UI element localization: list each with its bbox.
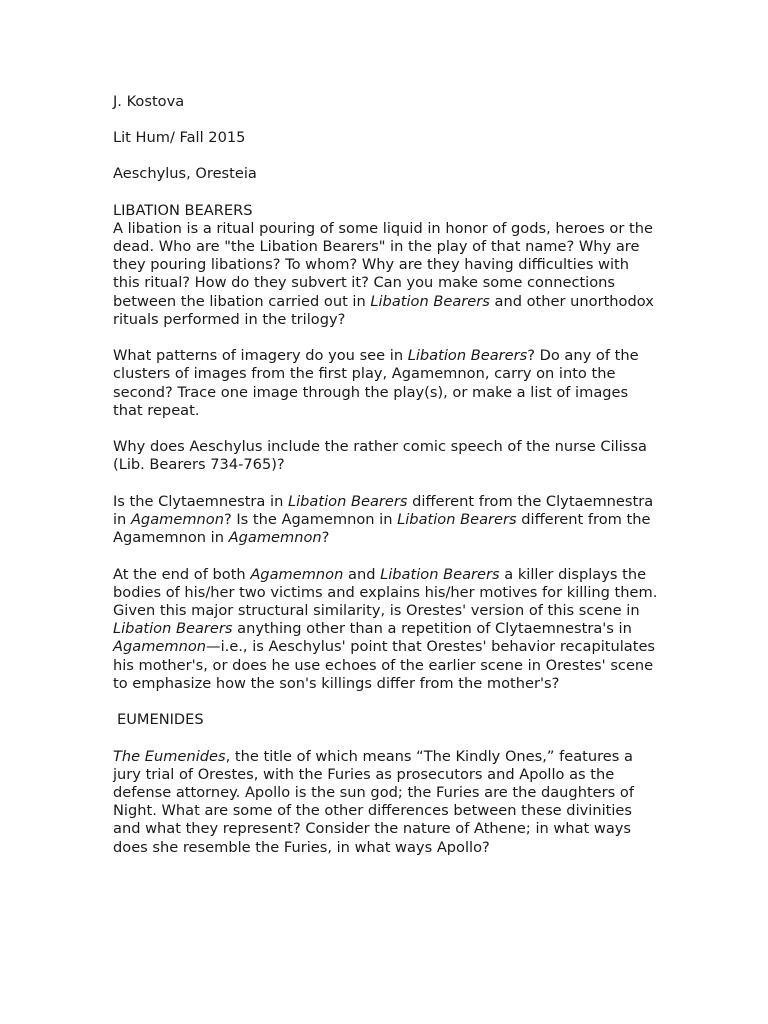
italic-title: Libation Bearers [380, 565, 500, 583]
paragraph-imagery [113, 347, 658, 420]
italic-title: Libation Bearers [397, 511, 517, 529]
text-run: different from the Clytaemnestra in [113, 492, 654, 529]
text-run: and other unorthodox rituals performed in the trilogy? [113, 292, 654, 328]
text-run: What patterns of imagery do you see in [113, 347, 408, 365]
section-heading-libation-bearers: LIBATION BEARERS [113, 201, 253, 219]
italic-title: Libation Bearers [407, 347, 528, 365]
work-title: Aeschylus, Oresteia [113, 165, 257, 183]
paragraph-clytaemnestra [113, 493, 658, 548]
italic-title: Agamemnon [228, 529, 322, 547]
text-run: ? [321, 529, 330, 547]
italic-title: Libation Bearers [287, 492, 408, 510]
italic-title: The Eumenides [113, 747, 226, 765]
text-run: ? Do any of the clusters of images from the first play, Agamemnon, carry on into the second? Trace one image through the play(s), or make a list of images that repeat. [113, 347, 639, 419]
italic-title: Agamemnon [130, 511, 224, 529]
section-heading-eumenides: EUMENIDES [117, 711, 204, 729]
text-run: a killer displays the bodies of his/her two victims and explains his/her motives for killing them. Given this major structural similarity, is Orestes' version of this scene in [113, 565, 658, 620]
text-run: different from the Agamemnon in [113, 511, 651, 547]
document-page [113, 93, 658, 857]
paragraph-killer-displays [113, 566, 658, 693]
text-run: —i.e., is Aeschylus' point that Orestes' behavior recapitulates his mother's, or does he use echoes of the earlier scene in Orestes' scene to emphasize how the son's killings differ from the mother's? [113, 638, 656, 692]
course-line: Lit Hum/ Fall 2015 [113, 129, 246, 147]
italic-title: Agamemnon [113, 638, 207, 656]
paragraph-nurse: Why does Aeschylus include the rather comic speech of the nurse Cilissa (Lib. Bearers 734-765)? [113, 438, 647, 474]
text-run: , the title of which means “The Kindly Ones,” features a jury trial of Orestes, with the Furies as prosecutors and Apollo as the defense attorney. Apollo is the sun god; the Furies are the daughters of Night. What are some of the other differences between these divinities and what they represent? Consider the nature of Athene; in what ways does she resemble the Furies, in what ways Apollo? [113, 747, 634, 856]
paragraph-libation-definition [113, 220, 658, 329]
author-name: J. Kostova [113, 93, 185, 110]
italic-title: Agamemnon [250, 565, 344, 583]
text-run: A libation is a ritual pouring of some liquid in honor of gods, heroes or the dead. Who are "the Libation Bearers" in the play of that name? Why are they pouring libations? To whom? Why are they having difficulties with this ritual? How do they subvert it? Can you make some connections between the libation carried out in [113, 219, 653, 310]
text-run: and [343, 565, 381, 583]
text-run: At the end of both [113, 565, 251, 583]
italic-title: Libation Bearers [370, 292, 490, 310]
text-run: anything other than a repetition of Clytaemnestra's in [232, 620, 632, 638]
text-run: Is the Clytaemnestra in [113, 492, 288, 510]
paragraph-eumenides [113, 748, 658, 857]
italic-title: Libation Bearers [113, 620, 233, 638]
text-run: ? Is the Agamemnon in [223, 511, 398, 529]
